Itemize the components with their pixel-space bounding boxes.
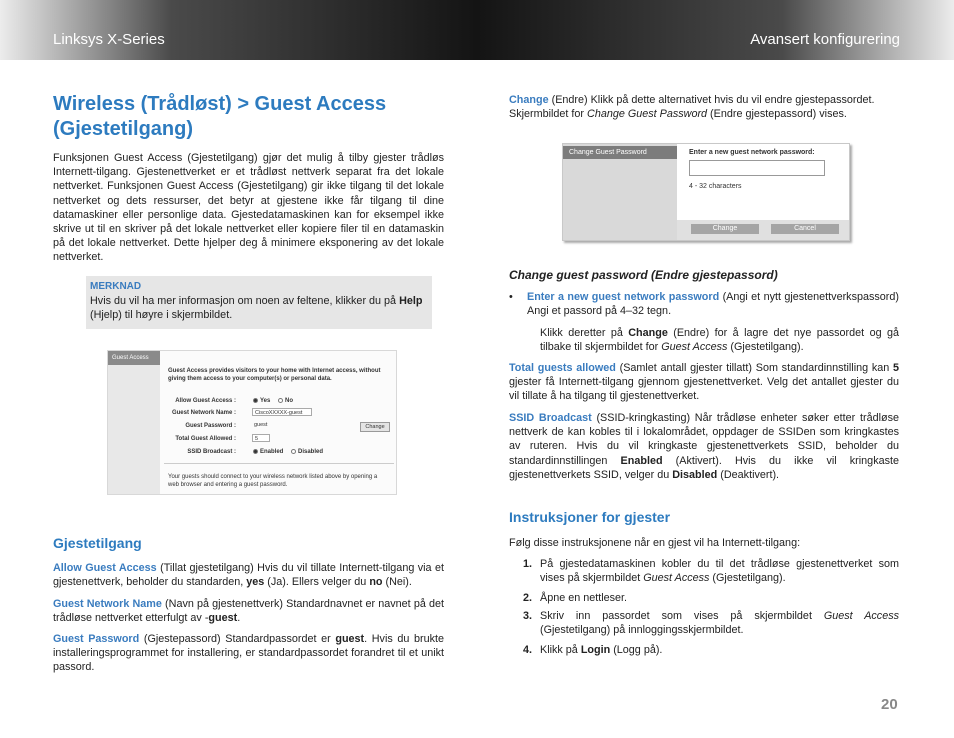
term-change: Change <box>509 94 549 106</box>
guest-password-paragraph <box>53 632 444 675</box>
step1-text-b: (Gjestetilgang). <box>709 572 786 585</box>
p1-no: no <box>369 576 383 589</box>
change-guest-password-heading: Change guest password (Endre gjestepassord) <box>509 268 778 282</box>
screenshot-sidebar <box>108 351 160 494</box>
step-number: 2. <box>523 592 533 604</box>
ssid-text-a: (SSID-kringkasting) Når trådløse enheter søker etter trådløse nettverk de kan kobles til i lokalområdet, oppdager de SSIDen som kringkastes av ruteren. Hvis du vil kringkaste gjestenettverkets SSID, beholder du standardinnstillingen <box>509 412 899 467</box>
screenshot2-cancel-button[interactable]: Cancel <box>771 224 839 234</box>
p1-text-a: (Tillat gjestetilgang) Hvis du vil tillate Internett-tilgang via et gjestenettverk, beholder du standarden, <box>53 562 444 589</box>
header-product: Linksys X-Series <box>53 31 165 48</box>
total-five: 5 <box>892 362 899 374</box>
p2-text-c: . <box>237 612 241 625</box>
screenshot-description: Guest Access provides visitors to your home with Internet access, without giving them access to your computer(s) or personal data. <box>168 368 381 382</box>
allow-guest-access-paragraph <box>53 561 444 589</box>
section-heading-gjestetilgang: Gjestetilgang <box>53 535 142 551</box>
guest-name-input[interactable]: CiscoXXXXX-guest <box>252 408 312 416</box>
change-paragraph <box>509 93 899 121</box>
click-text-a: Klikk deretter på <box>540 327 629 339</box>
instructions-intro: Følg disse instruksjonene når en gjest vil ha Internett-tilgang: <box>509 537 801 549</box>
term-ssid-broadcast: SSID Broadcast <box>509 412 592 424</box>
guest-network-name-paragraph <box>53 597 444 625</box>
term-total-guests: Total guests allowed <box>509 362 616 374</box>
total-label: Total Guest Allowed : <box>175 436 236 442</box>
step-text: Åpne en nettleser. <box>540 592 628 604</box>
page-title: Wireless (Trådløst) > Guest Access (Gjestetilgang) <box>53 93 387 140</box>
allow-no-label: No <box>285 398 293 404</box>
step-number: 1. <box>523 558 533 570</box>
name-label: Guest Network Name : <box>171 410 236 416</box>
note-text-c: (Hjelp) til høyre i skjermbildet. <box>90 309 233 322</box>
total-text-a: (Samlet antall gjester tillatt) Som standardinnstilling kan <box>615 362 893 374</box>
new-password-input[interactable] <box>689 160 825 176</box>
password-label: Guest Password : <box>185 423 236 429</box>
p1-text-b: (Ja). Ellers velger du <box>264 576 370 589</box>
change-text-a: (Endre) Klikk på dette alternativet hvis du vil endre gjestepassordet. Skjermbildet for <box>509 94 875 121</box>
bullet-dot: • <box>509 291 513 303</box>
step1-text-a: På gjestedatamaskinen kobler du til det trådløse gjestenettverket som vises på skjermbildet <box>540 558 899 585</box>
p3-text-a: (Gjestepassord) Standardpassordet er <box>139 633 336 645</box>
page-number: 20 <box>881 696 898 713</box>
note-help: Help <box>399 295 423 307</box>
step3-text-a: Skriv inn passordet som vises på skjermbildet <box>540 610 824 622</box>
note-box <box>86 276 432 329</box>
enter-password-bullet <box>527 290 899 318</box>
total-guests-paragraph <box>509 361 899 404</box>
note-text-a: Hvis du vil ha mer informasjon om noen av feltene, klikker du på <box>90 295 400 307</box>
allow-yes-label: Yes <box>260 398 271 404</box>
ssid-disabled-label: Disabled <box>298 449 324 455</box>
step-text <box>540 557 899 585</box>
ssid-enabled: Enabled <box>620 454 663 467</box>
ssid-disabled-radio[interactable] <box>291 449 296 454</box>
step1-guest-access: Guest Access <box>643 572 710 585</box>
p1-yes: yes <box>246 576 265 589</box>
click-change: Change <box>628 327 668 339</box>
screenshot-footer: Your guests should connect to your wireless network listed above by opening a web browser and entering a guest password. <box>168 474 378 488</box>
note-title: MERKNAD <box>90 281 142 292</box>
page-header <box>0 0 954 60</box>
ssid-text-e: (Deaktivert). <box>717 468 780 481</box>
p2-guest: guest <box>208 612 238 625</box>
p3-guest: guest <box>335 633 365 645</box>
click-text-c: (Endre) for å lagre det nye passordet og gå tilbake til skjermbildet for <box>540 327 899 354</box>
p2-text-a: (Navn på gjestenettverk) Standardnavnet er navnet på det trådløse nettverket etterfulgt av - <box>53 598 444 625</box>
term-allow-guest-access: Allow Guest Access <box>53 562 157 574</box>
new-password-prompt: Enter a new guest network password: <box>689 149 815 156</box>
header-section: Avansert konfigurering <box>750 31 900 48</box>
term-guest-network-name: Guest Network Name <box>53 598 162 610</box>
total-text-c: gjester få Internett-tilgang gjennom gjestenettverket. Velg det antallet gjester du vil tillate å ha tilgang til gjestenettverket. <box>509 376 899 403</box>
total-guests-select[interactable]: 5 <box>252 434 270 442</box>
ssid-enabled-radio[interactable] <box>253 449 258 454</box>
click-guest-access: Guest Access <box>661 341 728 354</box>
p3-text-c: . Hvis du brukte installeringsprogrammet for installering, er standardpassordet forandret til et unikt passord. <box>53 633 444 674</box>
step-text <box>540 643 899 657</box>
change-text-em: Change Guest Password <box>587 108 708 121</box>
change-text-b: (Endre gjestepassord) vises. <box>707 108 847 121</box>
step-text <box>540 609 899 637</box>
ssid-text-c: (Aktivert). Hvis du ikke vil kringkaste gjestenettverkets SSID, velger du <box>509 454 899 481</box>
ssid-disabled: Disabled <box>672 468 718 481</box>
ssid-broadcast-paragraph <box>509 411 899 482</box>
guest-access-screenshot <box>107 350 397 495</box>
screenshot-sidebar-title: Guest Access <box>108 351 160 365</box>
p1-text-c: (Nei). <box>382 576 412 589</box>
step3-guest-access: Guest Access <box>823 610 899 622</box>
screenshot2-sidebar-title: Change Guest Password <box>563 146 677 159</box>
screenshot2-sidebar <box>563 144 677 240</box>
intro-paragraph: Funksjonen Guest Access (Gjestetilgang) gjør det mulig å tilby gjester trådløs Internett-tilgang. Gjestenettverket er et trådløst nettverk separat fra det lokale nettverket. Funksjonen Guest Access (Gjestetilgang) gir ikke tilgang til det lokale nettverket og dets ressurser, det betyr at gjestene ikke får tilgang til dine datamaskiner eller personlige data. Gjestedatamaskinen kan for eksempel ikke skrive ut til en skriver på det lokale nettverket eller kopiere filer til en datamaskin på det lokale nettverket. Dette hjelper deg å minimere eksponering av det lokale nettverket. <box>53 152 444 264</box>
step4-login: Login <box>580 644 611 656</box>
term-guest-password: Guest Password <box>53 633 140 645</box>
guest-password-value: guest <box>254 422 268 428</box>
click-change-paragraph <box>540 326 899 354</box>
step4-text-c: (Logg på). <box>610 644 663 656</box>
screenshot2-change-button[interactable]: Change <box>691 224 759 234</box>
ssid-enabled-label: Enabled <box>260 449 284 455</box>
step4-text-a: Klikk på <box>540 644 581 656</box>
step-number: 3. <box>523 610 533 622</box>
click-text-d: (Gjestetilgang). <box>727 341 804 354</box>
allow-yes-radio[interactable] <box>253 398 258 403</box>
change-password-button[interactable]: Change <box>360 422 390 432</box>
step3-text-b: (Gjestetilgang) på innloggingsskjermbildet. <box>540 624 744 637</box>
change-password-screenshot <box>562 143 850 241</box>
note-text <box>90 294 425 322</box>
step-number: 4. <box>523 644 533 656</box>
section-heading-instructions: Instruksjoner for gjester <box>509 509 671 525</box>
term-enter-password: Enter a new guest network password <box>527 291 720 303</box>
password-length-hint: 4 - 32 characters <box>689 183 742 190</box>
screenshot-divider <box>164 463 394 464</box>
ssid-label: SSID Broadcast : <box>187 449 236 455</box>
bullet-text: (Angi et nytt gjestenettverkspassord) Angi et passord på 4–32 tegn. <box>527 291 899 318</box>
allow-no-radio[interactable] <box>278 398 283 403</box>
allow-label: Allow Guest Access : <box>175 398 236 404</box>
